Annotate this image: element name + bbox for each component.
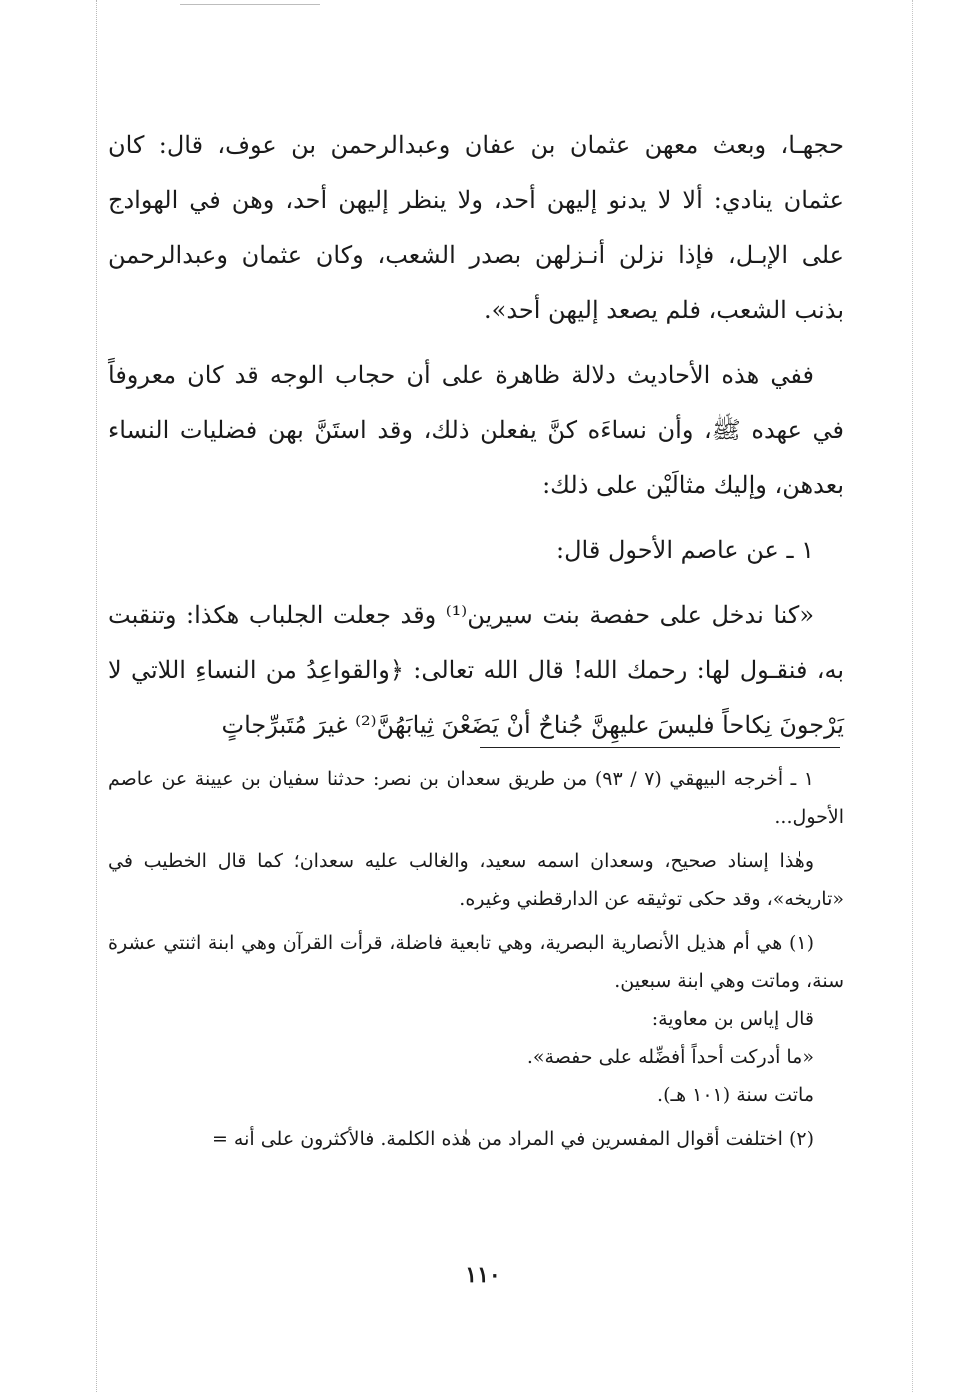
footnote-b: (٢) اختلفت أقوال المفسرين في المراد من هٰذه الكلمة. فالأكثرون على أنه = [211, 1128, 814, 1150]
quote-paragraph: «كنا ندخل على حفصة بنت سيرين⁽¹⁾ وقد جعلت الجلباب هكذا: وتنقبت به، فنقـول لها: رحمك الله! قال الله تعالى: ﴿والقواعِدُ من النساءِ اللاتي لا يَرْجونَ نِكاحاً فليسَ عليهِنَّ جُناحٌ أنْ يَضَعْنَ ثِيابَهُنَّ⁽²⁾ غيرَ مُتَبرِّجاتٍ [108, 601, 844, 739]
footnote-a: (١) هي أم هذيل الأنصارية البصرية، وهي تابعية فاضلة، قرأت القرآن وهي ابنة اثنتي عشرة سنة، وماتت وهي ابنة سبعين. [108, 932, 844, 992]
footnote-a-line-2: «ما أدركت أحداً أفضِّله على حفصة». [526, 1046, 814, 1068]
numbered-item-1: ١ ـ عن عاصم الأحول قال: [556, 536, 814, 564]
scan-margin-line-left [96, 0, 97, 1392]
footnote-1-comment: وهٰذا إسناد صحيح، وسعدان اسمه سعيد، والغالب عليه سعدان؛ كما قال الخطيب في «تاريخه»، وقد حكى توثيقه عن الدارقطني وغيره. [108, 850, 844, 910]
paragraph-2: ففي هذه الأحاديث دلالة ظاهرة على أن حجاب الوجه قد كان معروفاً في عهده ﷺ، وأن نساءَه كنَّ يفعلن ذلك، وقد استَنَّ بهن فضليات النساء بعدهن، وإليك مثالَيْن على ذلك: [108, 361, 844, 499]
footnote-1: ١ ـ أخرجه البيهقي (٧ / ٩٣) من طريق سعدان بن نصر: حدثنا سفيان بن عيينة عن عاصم الأحول... [108, 768, 844, 828]
scan-margin-line-right [912, 0, 913, 1392]
footnote-a-line-1: قال إياس بن معاوية: [651, 1008, 814, 1030]
footnote-separator [480, 747, 840, 748]
footnote-a-line-3: ماتت سنة (١٠١ هـ). [657, 1084, 814, 1106]
footnotes [108, 760, 844, 1164]
page-number: ١١٠ [465, 1262, 501, 1288]
main-text [108, 118, 844, 763]
paragraph-1: حجهـا، وبعث معهن عثمان بن عفان وعبدالرحمن بن عوف، قال: كان عثمان ينادي: ألا لا يدنو إليهن أحد، ولا ينظر إليهن أحد، وهن في الهوادج على الإبـل، فإذا نزلن أنـزلهن بصدر الشعب، وكان عثمان وعبدالرحمن بذنب الشعب، فلم يصعد إليهن أحد». [108, 131, 844, 324]
scan-top-line [180, 4, 320, 5]
